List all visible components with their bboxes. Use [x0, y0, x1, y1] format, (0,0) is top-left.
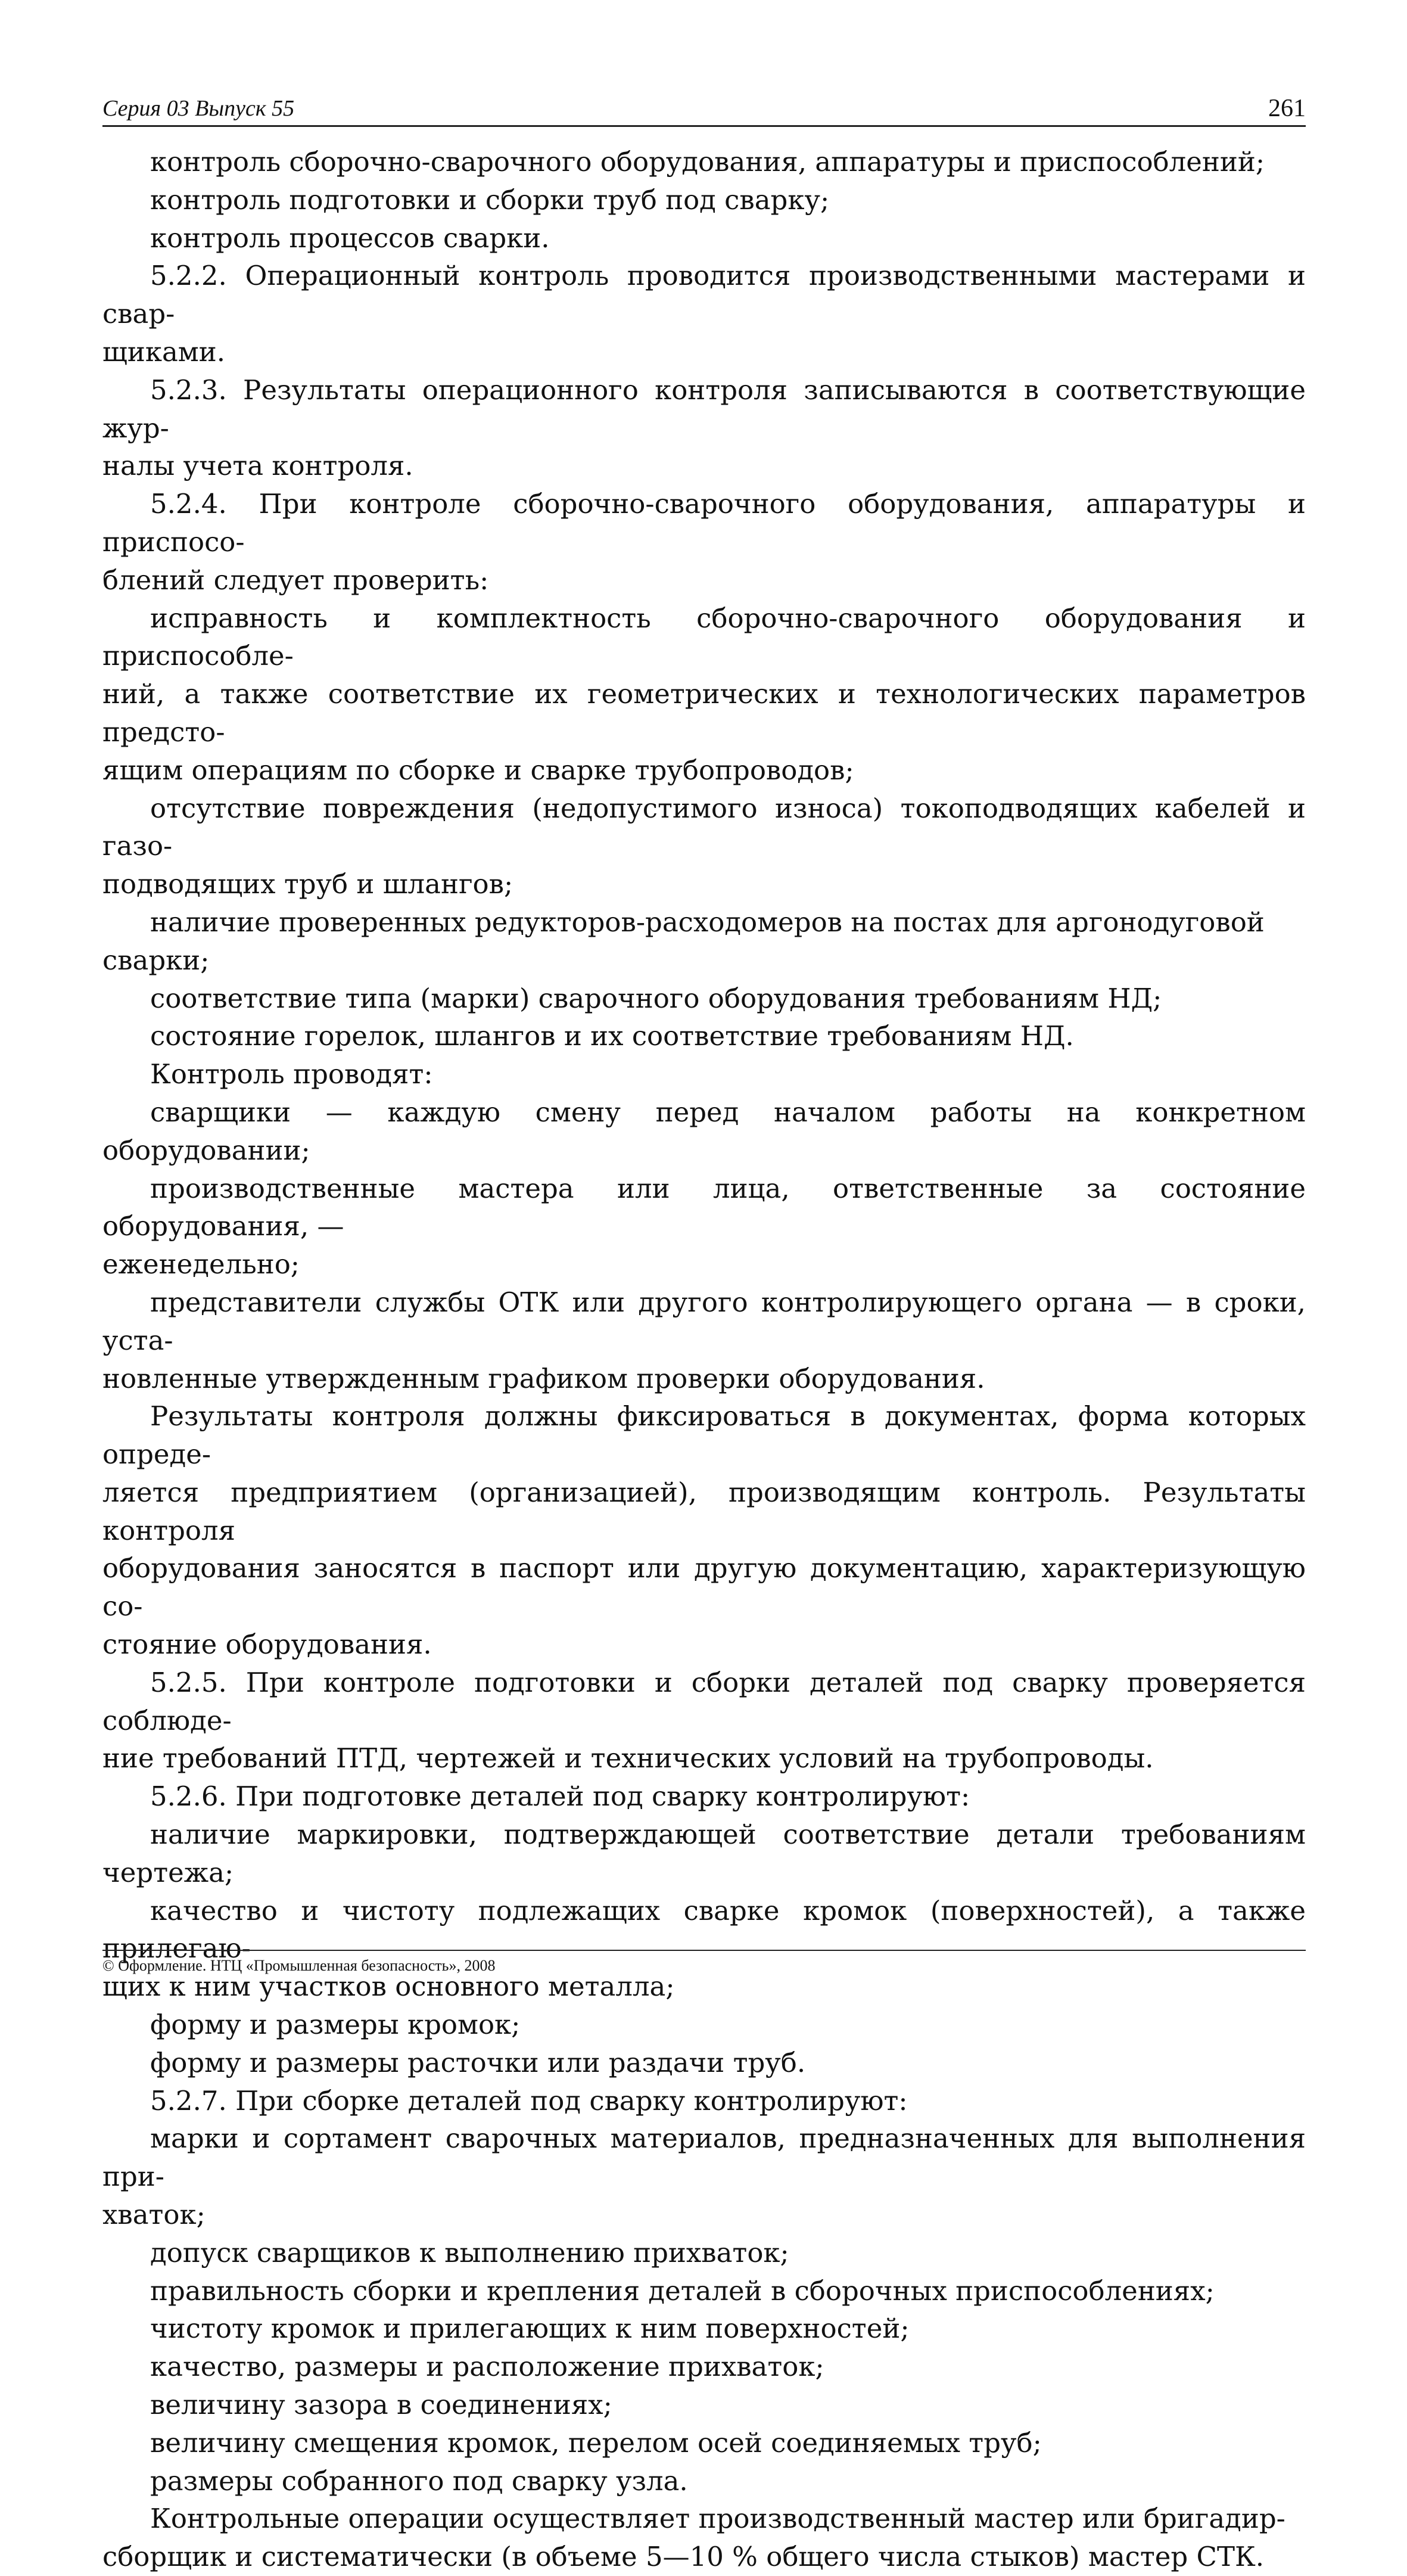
paragraph: контроль подготовки и сборки труб под сварку; — [150, 184, 830, 216]
paragraph: марки и сортамент сварочных материалов, предназначенных для выполнения при- хваток; — [102, 2123, 1306, 2231]
paragraph: контроль сборочно-сварочного оборудования, аппаратуры и приспособлений; — [150, 146, 1265, 178]
paragraph: 5.2.3. Результаты операционного контроля записываются в соответствующие жур- налы учета контроля. — [102, 374, 1306, 482]
paragraph: представители службы ОТК или другого контролирующего органа — в сроки, уста- новленные утвержденным графиком проверки оборудования. — [102, 1286, 1306, 1394]
paragraph: форму и размеры кромок; — [150, 2009, 521, 2041]
series-label: Серия 03 Выпуск 55 — [102, 96, 295, 121]
paragraph: 5.2.5. При контроле подготовки и сборки деталей под сварку проверяется соблюде- ние требований ПТД, чертежей и технических условий на трубопроводы. — [102, 1666, 1306, 1775]
page-header — [102, 89, 1306, 127]
paragraph: Результаты контроля должны фиксироваться в документах, форма которых опреде- ляется предприятием (организацией), производящим контроль. Результаты контроля оборудования заносятся в паспорт или другую документацию, характеризующую со- стояние оборудования. — [102, 1400, 1306, 1661]
paragraph: состояние горелок, шлангов и их соответствие требованиям НД. — [150, 1020, 1074, 1052]
paragraph: Контрольные операции осуществляет производственный мастер или бригадир- сборщик и систематически (в объеме 5—10 % общего числа стыков) мастер СТК. — [102, 2503, 1285, 2573]
paragraph: величину смещения кромок, перелом осей соединяемых труб; — [150, 2426, 1042, 2459]
paragraph: контроль процессов сварки. — [150, 222, 550, 254]
paragraph: исправность и комплектность сборочно-сварочного оборудования и приспособле- ний, а также соответствие их геометрических и технологических параметров предсто- ящим операциям по сборке и сварке трубопроводов; — [102, 602, 1306, 786]
paragraph: форму и размеры расточки или раздачи труб. — [150, 2046, 806, 2078]
paragraph: наличие проверенных редукторов-расходомеров на постах для аргонодуговой сварки; — [102, 906, 1265, 976]
paragraph: Контроль проводят: — [150, 1058, 433, 1090]
paragraph: сварщики — каждую смену перед началом работы на конкретном оборудовании; — [102, 1096, 1306, 1166]
paragraph: 5.2.6. При подготовке деталей под сварку контролируют: — [150, 1780, 970, 1813]
paragraph: качество и чистоту подлежащих сварке кромок (поверхностей), а также прилегаю- щих к ним участков основного металла; — [102, 1894, 1306, 2003]
body-text — [102, 143, 1306, 2576]
paragraph: наличие маркировки, подтверждающей соответствие детали требованиям чертежа; — [102, 1819, 1306, 1888]
page-footer — [102, 1950, 1306, 1974]
paragraph: 5.2.4. При контроле сборочно-сварочного оборудования, аппаратуры и приспосо- блений следует проверить: — [102, 488, 1306, 596]
paragraph: 5.2.7. При сборке деталей под сварку контролируют: — [150, 2084, 908, 2117]
paragraph: 5.2.2. Операционный контроль проводится производственными мастерами и свар- щиками. — [102, 260, 1306, 368]
paragraph: правильность сборки и крепления деталей в сборочных приспособлениях; — [150, 2274, 1215, 2307]
paragraph: размеры собранного под сварку узла. — [150, 2465, 688, 2497]
paragraph: чистоту кромок и прилегающих к ним поверхностей; — [150, 2313, 910, 2345]
paragraph: производственные мастера или лица, ответственные за состояние оборудования, — еженедельно; — [102, 1172, 1306, 1281]
paragraph: качество, размеры и расположение прихваток; — [150, 2351, 824, 2383]
paragraph: величину зазора в соединениях; — [150, 2389, 612, 2421]
copyright-note: © Оформление. НТЦ «Промышленная безопасность», 2008 — [102, 1957, 496, 1974]
paragraph: соответствие типа (марки) сварочного оборудования требованиям НД; — [150, 982, 1162, 1014]
paragraph: допуск сварщиков к выполнению прихваток; — [150, 2236, 789, 2269]
paragraph: отсутствие повреждения (недопустимого износа) токоподводящих кабелей и газо- подводящих труб и шлангов; — [102, 792, 1306, 900]
page-number: 261 — [1268, 95, 1306, 122]
